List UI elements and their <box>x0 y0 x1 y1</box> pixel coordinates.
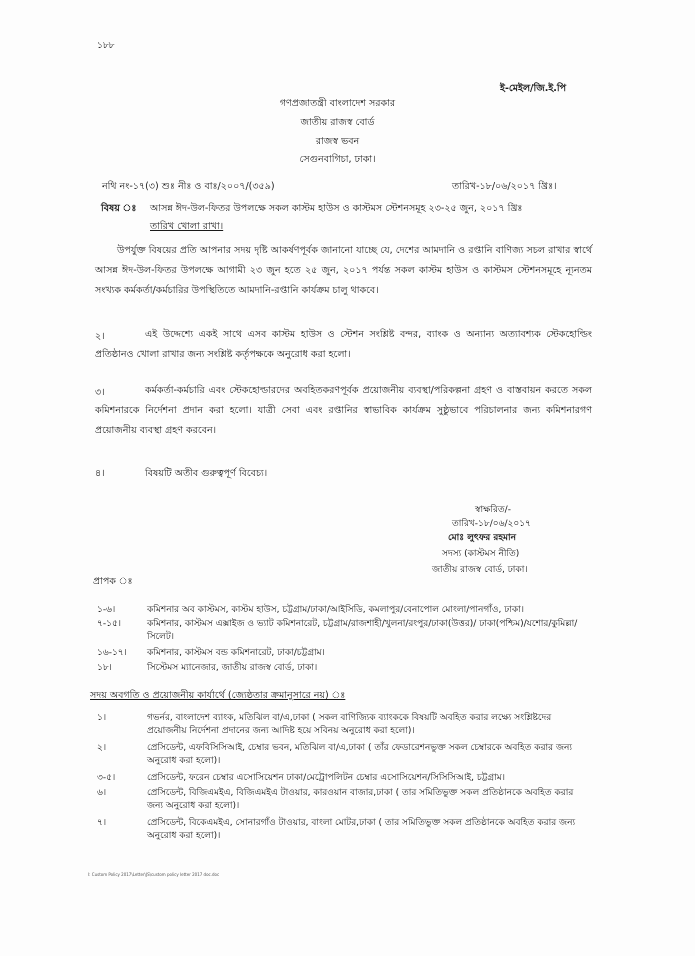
header-address: সেগুনবাগিচা, ঢাকা। <box>299 154 376 165</box>
recipient-item <box>97 662 597 676</box>
recipient-text: কমিশনার অব কাস্টমস, কাস্টম হাউস, চট্টগ্রাম/ঢাকা/আইসিডি, কমলাপুর/বেনাপোল মোংলা/পানগাঁও, ঢাকা। <box>147 605 525 615</box>
signature-date: তারিখ-১৮/০৬/২০১৭ <box>452 519 531 529</box>
copy-item <box>97 817 597 845</box>
copies-label: সদয় অবগতি ও প্রয়োজনীয় কার্যার্থে (জ্যেষ্ঠতার ক্রমানুসারে নয়) ঃ <box>90 690 346 701</box>
copy-item <box>97 712 597 740</box>
copy-item <box>97 787 597 815</box>
reference-date: তারিখ-১৮/০৬/২০১৭ খ্রিঃ। <box>452 181 557 192</box>
recipient-number: ৭-১৫। <box>97 619 121 629</box>
recipient-number: ১৮। <box>97 663 112 673</box>
recipient-item <box>97 647 597 661</box>
paragraph-3: কর্মকর্তা-কর্মচারি এবং স্টেকহোল্ডারদের অবহিতকরণপূর্বক প্রয়োজনীয় ব্যবস্থা/পরিকল্পনা গ্রহণ ও বাস্তবায়ন করতে সকল কমিশনারকে নির্দেশনা প্রদান করা হলো। যাত্রী সেবা এবং রপ্তানির স্বাভাবিক কার্যক্রম সুষ্ঠুভাবে পরিচালনার জন্য কমিশনারগণ প্রয়োজনীয় ব্যবস্থা গ্রহণ করবেন। <box>95 385 592 436</box>
paragraph-2-number: ২। <box>95 331 105 342</box>
subject-line-2: তারিখ খোলা রাখা। <box>150 221 224 232</box>
recipients-label: প্রাপক ঃ <box>93 576 133 587</box>
paragraph-2: এই উদ্দেশ্যে একই সাথে এসব কাস্টম হাউস ও স্টেশন সংশ্লিষ্ট বন্দর, ব্যাংক ও অন্যান্য অত্যাবশ্যক স্টেকহোল্ডিং প্রতিষ্ঠানও খোলা রাখার জন্য সংশ্লিষ্ট কর্তৃপক্ষকে অনুরোধ করা হলো। <box>95 329 592 360</box>
signatory-name: মোঃ লুৎফর রহমান <box>448 533 517 543</box>
copy-text: গভর্নর, বাংলাদেশ ব্যাংক, মতিঝিল বা/এ,ঢাকা ( সকল বাণিজ্যিক ব্যাংককে বিষয়টি অবহিত করার লক্ষ্যে সংশ্লিষ্টদের প্রয়োজনীয় নির্দেশনা প্রদানের জন্য আদিষ্ট হয়ে সবিনয় অনুরোধ করা হলো)। <box>147 713 552 736</box>
paragraph-3-number: ৩। <box>95 387 105 398</box>
copy-number: ১। <box>97 713 107 723</box>
paragraph-4-number: ৪। <box>95 468 105 479</box>
signatory-title: সদস্য (কাস্টমস নীতি) <box>442 549 520 559</box>
subject-label: বিষয় ঃ <box>101 203 137 214</box>
header-nbr: জাতীয় রাজস্ব বোর্ড <box>300 117 375 128</box>
reference-number: নথি নং-১৭(৩) শুঃ নীঃ ও বাঃ/২০০৭/(৩৫৯) <box>102 181 275 192</box>
footer-file-path: I: Custom Policy 2017\Letter\JS\custom policy letter 2017 doc.doc <box>88 872 220 877</box>
copy-text: প্রেসিডেন্ট, বিকেএমইএ, সোনারগাঁও টাওয়ার, বাংলা মোটর,ঢাকা ( তার সমিতিভুক্ত সকল প্রতিষ্ঠানকে অবহিত করার জন্য অনুরোধ করা হলো)। <box>147 818 576 841</box>
recipient-text: কমিশনার, কাস্টমস বন্ড কমিশনারেট, ঢাকা/চট্টগ্রাম। <box>147 648 325 658</box>
recipient-item <box>97 604 597 618</box>
page-number: ১৮৮ <box>97 41 115 51</box>
copy-item <box>97 742 597 770</box>
copy-item <box>97 772 597 786</box>
header-bhaban: রাজস্ব ভবন <box>315 136 360 147</box>
recipient-text: কমিশনার, কাস্টমস এক্সাইজ ও ভ্যাট কমিশনারেট, চট্টগ্রাম/রাজশাহী/খুলনা/রংপুর/ঢাকা(উত্তর)/ ঢাকা(পশ্চিম)/যশোর/কুমিল্লা/সিলেট। <box>147 619 578 642</box>
email-tag: ই-মেইল/জি.ই.পি <box>500 83 567 94</box>
copy-number: ২। <box>97 743 107 753</box>
copy-number: ৬। <box>97 788 107 798</box>
recipient-number: ১৬-১৭। <box>97 648 127 658</box>
recipient-item <box>97 618 597 646</box>
recipient-text: সিস্টেমস ম্যানেজার, জাতীয় রাজস্ব বোর্ড, ঢাকা। <box>147 663 318 673</box>
copy-number: ৩-৫। <box>97 773 116 783</box>
paragraph-1: উপর্যুক্ত বিষয়ের প্রতি আপনার সদয় দৃষ্টি আকর্ষণপূর্বক জানানো যাচ্ছে যে, দেশের আমদানি ও রপ্তানি বাণিজ্য সচল রাখার স্বার্থে আসন্ন ঈদ-উল-ফিতর উপলক্ষে আগামী ২৩ জুন হতে ২৫ জুন, ২০১৭ পর্যন্ত সকল কাস্টম হাউস ও কাস্টমস স্টেশনসমূহে ন্যূনতম সংখ্যক কর্মকর্তা/কর্মচারির উপস্থিতিতে আমদানি-রপ্তানি কার্যক্রম চালু থাকবে। <box>95 245 592 296</box>
copy-text: প্রেসিডেন্ট, এফবিসিসিআই, চেম্বার ভবন, মতিঝিল বা/এ,ঢাকা ( তাঁর ফেডারেশনভুক্ত সকল চেম্বারকে অবহিত করার জন্য অনুরোধ করা হলো)। <box>147 743 572 766</box>
copy-text: প্রেসিডেন্ট, ফরেন চেম্বার এসোসিয়েশন ঢাকা/মেট্রোপলিটন চেম্বার এসোসিয়েশন/সিসিসিআই, চট্টগ্রাম। <box>147 773 505 783</box>
copy-text: প্রেসিডেন্ট, বিজিএমইএ, বিজিএমইএ টাওয়ার, কারওয়ান বাজার,ঢাকা ( তার সমিতিভুক্ত সকল প্রতিষ্ঠানকে অবহিত করার জন্য অনুরোধ করা হলো)। <box>147 788 574 811</box>
signatory-org: জাতীয় রাজস্ব বোর্ড, ঢাকা। <box>432 565 528 575</box>
header-gov: গণপ্রজাতন্ত্রী বাংলাদেশ সরকার <box>279 98 396 109</box>
paragraph-4: বিষয়টি অতীব গুরুত্বপূর্ণ বিবেচ্য। <box>145 468 268 479</box>
recipient-number: ১-৬। <box>97 605 116 615</box>
signature-signed: স্বাক্ষরিত/- <box>475 505 511 515</box>
copy-number: ৭। <box>97 818 107 828</box>
subject-line-1: আসন্ন ঈদ-উল-ফিতর উপলক্ষে সকল কাস্টম হাউস ও কাস্টমস স্টেশনসমূহ ২৩-২৫ জুন, ২০১৭ খ্রিঃ <box>150 203 523 214</box>
